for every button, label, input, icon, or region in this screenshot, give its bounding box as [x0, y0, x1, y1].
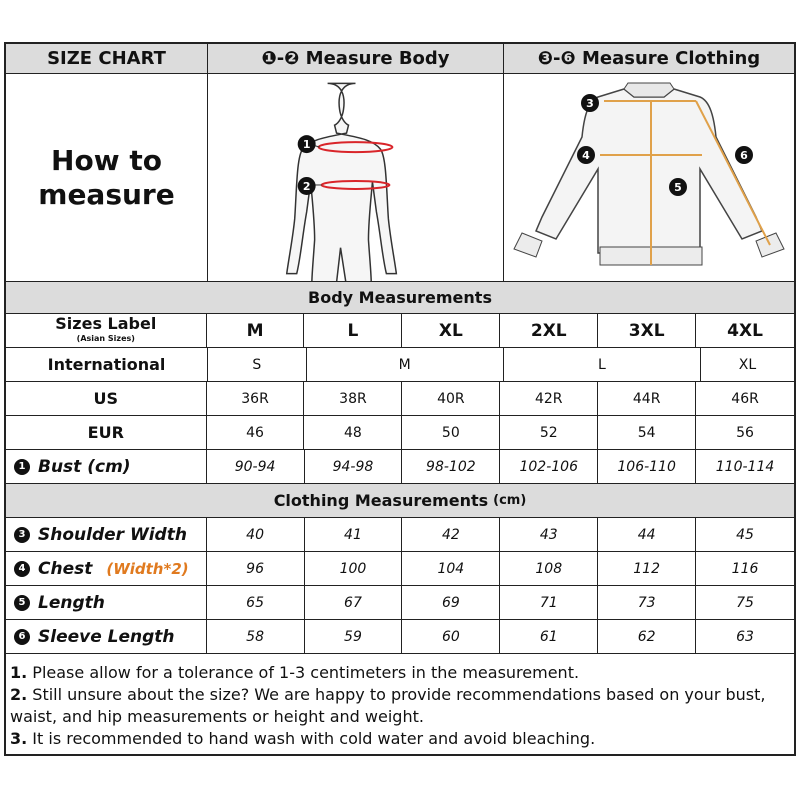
sleeve-value: 61: [500, 620, 598, 654]
note-text: It is recommended to hand wash with cold water and avoid bleaching.: [27, 729, 596, 748]
body-measurements-title: Body Measurements: [6, 282, 794, 314]
international-row: [6, 348, 794, 382]
notes-section: [6, 654, 794, 754]
chest-value: 112: [598, 552, 696, 586]
marker-5: 5: [674, 180, 682, 194]
diagram-row: [6, 74, 794, 282]
size-header: L: [304, 314, 402, 348]
length-value: 73: [598, 586, 696, 620]
size-header: 2XL: [500, 314, 598, 348]
number-6-icon: 6: [14, 629, 30, 645]
shoulder-value: 41: [305, 518, 403, 552]
chest-value: 96: [207, 552, 305, 586]
note-3: [10, 728, 790, 750]
sleeve-label-cell: [6, 620, 207, 654]
eur-row: [6, 416, 794, 450]
shoulder-value: 43: [500, 518, 598, 552]
us-value: 40R: [402, 382, 500, 416]
us-value: 38R: [304, 382, 402, 416]
how-to-measure-label: How to measure: [6, 74, 208, 282]
measure-clothing-title: ❸-❻ Measure Clothing: [504, 44, 794, 74]
marker-2: 2: [302, 179, 311, 193]
note-2: [10, 684, 790, 728]
eur-value: 52: [500, 416, 598, 450]
sizes-label: Sizes Label: [55, 313, 157, 333]
number-5-icon: 5: [14, 595, 30, 611]
number-3-icon: 3: [14, 527, 30, 543]
chest-value: 108: [500, 552, 598, 586]
note-1: [10, 662, 790, 684]
us-value: 36R: [207, 382, 305, 416]
sleeve-value: 63: [696, 620, 794, 654]
bust-label-cell: [6, 450, 207, 484]
eur-value: 48: [304, 416, 402, 450]
sizes-label-row: [6, 314, 794, 348]
sleeve-value: 60: [402, 620, 500, 654]
us-value: 46R: [696, 382, 794, 416]
sleeve-value: 58: [207, 620, 305, 654]
body-diagram: [208, 74, 504, 282]
eur-value: 46: [207, 416, 305, 450]
international-value: S: [208, 348, 307, 382]
sizes-label-sub: (Asian Sizes): [76, 333, 135, 343]
bust-label: Bust (cm): [38, 456, 131, 477]
sleeve-value: 59: [305, 620, 403, 654]
note-number: 3.: [10, 729, 28, 748]
number-1-icon: 1: [14, 459, 30, 475]
chest-value: 104: [402, 552, 500, 586]
clothing-measurements-header: [6, 484, 794, 518]
chest-value: 116: [696, 552, 794, 586]
measure-body-title: ❶-❷ Measure Body: [208, 44, 504, 74]
bust-value: 98-102: [402, 450, 500, 484]
sizes-label-cell: [6, 314, 207, 348]
length-value: 69: [402, 586, 500, 620]
eur-value: 56: [696, 416, 794, 450]
shoulder-value: 45: [696, 518, 794, 552]
chest-label-cell: [6, 552, 207, 586]
us-value: 44R: [598, 382, 696, 416]
clothing-measurements-title: Clothing Measurements: [273, 491, 489, 510]
length-value: 67: [305, 586, 403, 620]
international-value: M: [307, 348, 504, 382]
eur-label: EUR: [6, 416, 207, 450]
size-header: M: [207, 314, 305, 348]
sleeve-row: [6, 620, 794, 654]
size-chart-title: SIZE CHART: [6, 44, 208, 74]
eur-value: 50: [402, 416, 500, 450]
header-row: [6, 44, 794, 74]
marker-1: 1: [302, 137, 311, 151]
sleeve-label: Sleeve Length: [38, 626, 175, 647]
size-header: 3XL: [598, 314, 696, 348]
chest-row: [6, 552, 794, 586]
body-section-row: [6, 282, 794, 314]
shoulder-value: 42: [402, 518, 500, 552]
size-header: 4XL: [696, 314, 794, 348]
sweater-icon: [504, 75, 794, 281]
marker-3: 3: [586, 96, 594, 110]
shoulder-value: 40: [207, 518, 305, 552]
size-chart-table: [4, 42, 796, 756]
bust-value: 90-94: [207, 450, 305, 484]
note-text: Still unsure about the size? We are happy to provide recommendations based on your bust, waist, and hip measurements or height and weight.: [10, 685, 766, 726]
shoulder-row: [6, 518, 794, 552]
number-4-icon: 4: [14, 561, 30, 577]
length-row: [6, 586, 794, 620]
sleeve-value: 62: [598, 620, 696, 654]
note-number: 2.: [10, 685, 28, 704]
shoulder-label: Shoulder Width: [38, 524, 187, 545]
length-value: 75: [696, 586, 794, 620]
length-label: Length: [38, 592, 105, 613]
international-value: L: [504, 348, 701, 382]
marker-6: 6: [740, 148, 748, 162]
chest-value: 100: [305, 552, 403, 586]
bust-value: 110-114: [696, 450, 794, 484]
international-label: International: [6, 348, 208, 382]
body-figure-icon: [208, 75, 503, 281]
bust-row: [6, 450, 794, 484]
eur-value: 54: [598, 416, 696, 450]
international-value: XL: [701, 348, 794, 382]
size-header: XL: [402, 314, 500, 348]
bust-value: 94-98: [305, 450, 403, 484]
chest-width-note: (Width*2): [106, 559, 189, 578]
length-value: 71: [500, 586, 598, 620]
note-text: Please allow for a tolerance of 1-3 centimeters in the measurement.: [27, 663, 580, 682]
shoulder-value: 44: [598, 518, 696, 552]
length-label-cell: [6, 586, 207, 620]
us-row: [6, 382, 794, 416]
us-label: US: [6, 382, 207, 416]
length-value: 65: [207, 586, 305, 620]
note-number: 1.: [10, 663, 28, 682]
us-value: 42R: [500, 382, 598, 416]
bust-value: 106-110: [598, 450, 696, 484]
clothing-measurements-unit: (cm): [493, 493, 527, 508]
shoulder-label-cell: [6, 518, 207, 552]
bust-value: 102-106: [500, 450, 598, 484]
clothing-section-row: [6, 484, 794, 518]
marker-4: 4: [582, 148, 590, 162]
clothing-diagram: [504, 74, 794, 282]
chest-label: Chest: [38, 558, 93, 579]
